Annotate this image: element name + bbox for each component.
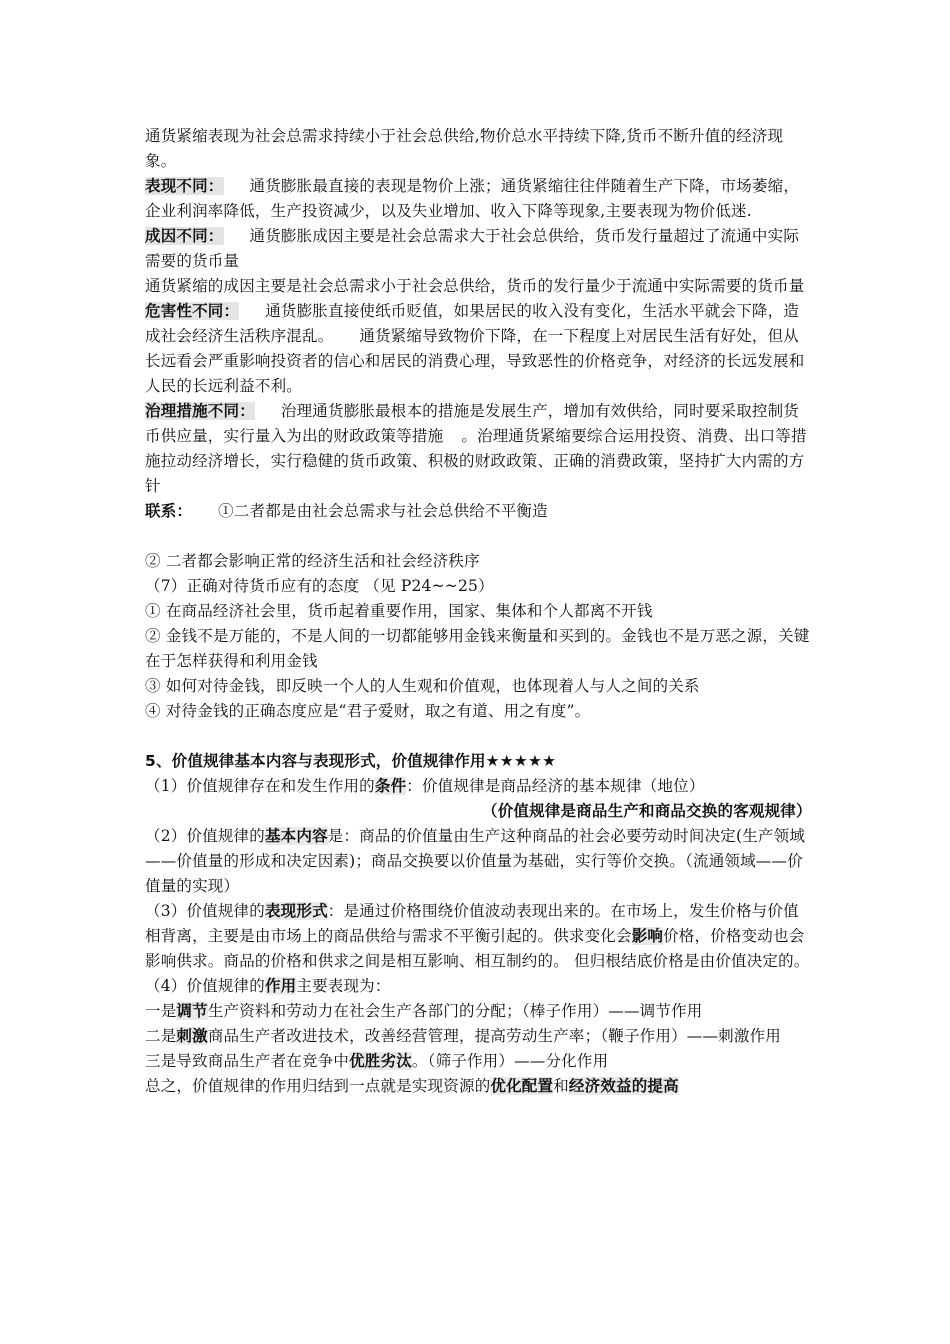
- role-prefix: 二是: [145, 1027, 177, 1045]
- role-prefix: 一是: [145, 1002, 177, 1020]
- paragraph-relation: [145, 499, 813, 524]
- text-basic-post: 是：商品的价值量由生产这种商品的社会必要劳动时间决定(生产领域——价值量的形成和决定因素)；商品交换要以价值量为基础，实行等价交换。（流通领域——价值量的实现）: [145, 827, 806, 895]
- label-relation: 联系：: [145, 502, 193, 520]
- role-item-regulate: [145, 999, 813, 1024]
- term-stimulate: 刺激: [176, 1027, 208, 1045]
- text-condition-note: （价值规律是商品生产和商品交换的客观规律）: [482, 802, 812, 820]
- text-causes-inflation: 通货膨胀成因主要是社会总需求大于社会总供给，货币发行量超过了流通中实际需要的货币量: [145, 227, 800, 270]
- paragraph-measures: [145, 399, 813, 499]
- role-item-stimulate: [145, 1024, 813, 1049]
- text-harm-inflation: 通货膨胀直接使纸币贬值，如果居民的收入没有变化，生活水平就会下降，造成社会经济生活秩序混乱。: [145, 302, 800, 345]
- paragraph-deflation-definition: 通货紧缩表现为社会总需求持续小于社会总供给,物价总水平持续下降,货币不断升值的经济现象。: [145, 127, 784, 170]
- text-form-mid: ：是通过价格围绕价值波动表现出来的。在市场上，发生价格与价值相背离，主要是由市场上的商品供给与需求不平衡引起的。供求变化会: [145, 902, 799, 945]
- paragraph-causes-deflation: 通货紧缩的成因主要是社会总需求小于社会总供给，货币的发行量少于流通中实际需要的货币量: [145, 277, 805, 295]
- term-survival: 优胜劣汰: [349, 1052, 412, 1070]
- text-role-pre: （4）价值规律的: [145, 977, 265, 995]
- document-body: [145, 124, 813, 1099]
- text-form-pre: （3）价值规律的: [145, 902, 265, 920]
- text-basic-pre: （2）价值规律的: [145, 827, 265, 845]
- paragraph-harm: [145, 299, 813, 399]
- label-manifestation: 表现不同：: [145, 177, 224, 195]
- role-text: 商品生产者改进技术，改善经营管理，提高劳动生产率；（鞭子作用）——刺激作用: [207, 1027, 781, 1045]
- label-causes: 成因不同：: [145, 227, 224, 245]
- term-influence: 影响: [631, 927, 664, 945]
- term-form: 表现形式: [264, 902, 328, 920]
- paragraph-basic-content: [145, 824, 813, 899]
- text-measures-inflation: 治理通货膨胀最根本的措施是发展生产，增加有效供给，同时要采取控制货币供应量，实行量入为出的财政政策等措施: [145, 402, 800, 445]
- list-item: ① 在商品经济社会里，货币起着重要作用，国家、集体和个人都离不开钱: [145, 602, 653, 620]
- text-condition-pre: （1）价值规律存在和发生作用的: [145, 777, 375, 795]
- term-condition: 条件: [374, 777, 407, 795]
- text-relation-1: ①二者都是由社会总需求与社会总供给不平衡造: [218, 502, 548, 520]
- paragraph-manifestation: [145, 174, 813, 224]
- paragraph-condition: [145, 774, 813, 799]
- text-manifestation: 通货膨胀最直接的表现是物价上涨；通货紧缩往往伴随着生产下降，市场萎缩，企业利润率降低，生产投资减少，以及失业增加、收入下降等现象,主要表现为物价低迷.: [145, 177, 800, 220]
- list-item: ③ 如何对待金钱，即反映一个人的人生观和价值观，也体现着人与人之间的关系: [145, 677, 700, 695]
- blank-line: [145, 524, 813, 549]
- role-text: 。（筛子作用）——分化作用: [411, 1052, 609, 1070]
- text-form-post: 价格，价格变动也会影响供求。商品的价格和供求之间是相互影响、相互制约的。 但归根结底价格是由价值决定的。: [145, 927, 810, 970]
- summary-pre: 总之，价值规律的作用归结到一点就是实现资源的: [145, 1077, 491, 1095]
- paragraph-summary: [145, 1074, 813, 1099]
- role-prefix: 三是导致商品生产者在竞争中: [145, 1052, 350, 1070]
- term-regulate: 调节: [176, 1002, 208, 1020]
- section-5-heading: 5、价值规律基本内容与表现形式，价值规律作用★★★★★: [145, 752, 557, 770]
- text-condition-post: ：价值规律是商品经济的基本规律（地位）: [406, 777, 705, 795]
- blank-line: [145, 724, 813, 749]
- paragraph-causes: [145, 224, 813, 274]
- paragraph-form: [145, 899, 813, 974]
- label-harm: 危害性不同：: [145, 302, 240, 320]
- summary-mid: 和: [553, 1077, 569, 1095]
- term-role: 作用: [264, 977, 297, 995]
- list-item: ② 金钱不是万能的，不是人间的一切都能够用金钱来衡量和买到的。金钱也不是万恶之源，关键在于怎样获得和利用金钱: [145, 627, 810, 670]
- text-harm-deflation: 通货紧缩导致物价下降，在一下程度上对居民生活有好处，但从长远看会严重影响投资者的信心和居民的消费心理，导致恶性的价格竞争，对经济的长远发展和人民的长远利益不利。: [145, 327, 805, 395]
- section-7-title: （7）正确对待货币应有的态度 （见 P24~~25）: [145, 577, 494, 595]
- text-measures-deflation: 。治理通货紧缩要综合运用投资、消费、出口等措施拉动经济增长，实行稳健的货币政策、积极的财政政策、正确的消费政策，坚持扩大内需的方针: [145, 427, 807, 495]
- role-item-differentiate: [145, 1049, 813, 1074]
- text-role-post: 主要表现为：: [296, 977, 391, 995]
- term-optimal-allocation: 优化配置: [490, 1077, 554, 1095]
- paragraph-role: [145, 974, 813, 999]
- term-basic-content: 基本内容: [264, 827, 328, 845]
- term-economic-efficiency: 经济效益的提高: [568, 1077, 679, 1095]
- label-measures: 治理措施不同：: [145, 402, 255, 420]
- text-relation-2: ② 二者都会影响正常的经济生活和社会经济秩序: [145, 552, 480, 570]
- role-text: 生产资料和劳动力在社会生产各部门的分配；（棒子作用）——调节作用: [207, 1002, 703, 1020]
- list-item: ④ 对待金钱的正确态度应是“君子爱财，取之有道、用之有度”。: [145, 702, 591, 720]
